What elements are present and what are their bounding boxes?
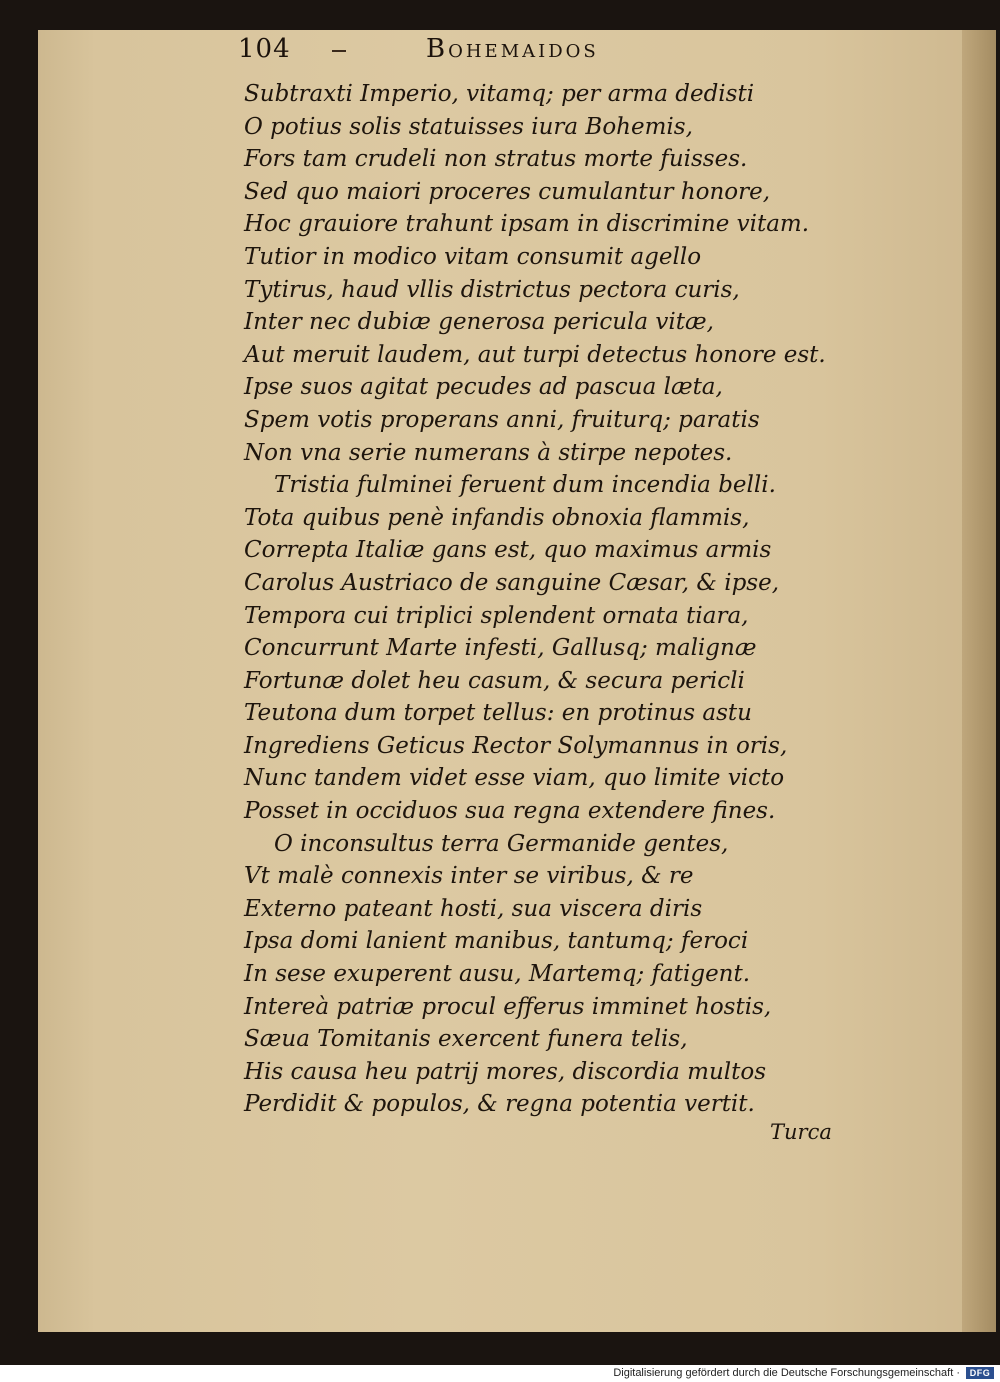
verse-line: Ingrediens Geticus Rector Solymannus in oris, <box>244 732 788 759</box>
verse-line: Sæua Tomitanis exercent funera telis, <box>244 1026 688 1053</box>
verse-line: Non vna serie numerans à stirpe nepotes. <box>244 439 733 466</box>
footer-bar <box>0 1365 1000 1382</box>
verse-line: Intereà patriæ procul efferus imminet hostis, <box>244 993 772 1020</box>
verse-line: Ipsa domi lanient manibus, tantumq; feroci <box>244 928 749 955</box>
verse-line: Teutona dum torpet tellus: en protinus astu <box>244 700 752 727</box>
catchword: Turca <box>770 1120 832 1144</box>
verse-line: Carolus Austriaco de sanguine Cæsar, & ipse, <box>244 569 780 596</box>
verse-line: Inter nec dubiæ generosa pericula vitæ, <box>244 309 714 336</box>
page-number: 104 <box>238 34 291 64</box>
running-head: Bohemaidos <box>426 34 599 64</box>
header-dash <box>332 50 346 52</box>
verse-line: Perdidit & populos, & regna potentia vertit. <box>244 1091 755 1118</box>
verse-line: Correpta Italiæ gans est, quo maximus armis <box>244 537 772 564</box>
verse-line: Tutior in modico vitam consumit agello <box>244 243 702 270</box>
verse-line: Concurrunt Marte infesti, Gallusq; malignæ <box>244 635 757 662</box>
verse-line: Hoc grauiore trahunt ipsam in discrimine vitam. <box>244 211 810 238</box>
verse-line: Fortunæ dolet heu casum, & secura pericli <box>244 667 745 694</box>
verse-line: Posset in occiduos sua regna extendere fines. <box>244 798 776 825</box>
verse-line: O inconsultus terra Germanide gentes, <box>274 830 729 857</box>
verse-line: Fors tam crudeli non stratus morte fuisses. <box>244 146 748 173</box>
funding-credit: Digitalisierung gefördert durch die Deutsche Forschungsgemeinschaft · <box>613 1367 960 1379</box>
verse-line: Tempora cui triplici splendent ornata tiara, <box>244 602 749 629</box>
verse-line: Spem votis properans anni, fruiturq; paratis <box>244 406 760 433</box>
verse-line: O potius solis statuisses iura Bohemis, <box>244 113 693 140</box>
verse-text <box>244 78 884 1121</box>
verse-line: Tristia fulminei feruent dum incendia belli. <box>274 472 776 499</box>
verse-line: Tota quibus penè infandis obnoxia flammis, <box>244 504 750 531</box>
verse-line: Sed quo maiori proceres cumulantur honore, <box>244 178 771 205</box>
verse-line: Nunc tandem videt esse viam, quo limite victo <box>244 765 785 792</box>
verse-line: Subtraxti Imperio, vitamq; per arma dedisti <box>244 81 755 107</box>
verse-line: Ipse suos agitat pecudes ad pascua læta, <box>244 374 723 401</box>
verse-line: His causa heu patrij mores, discordia multos <box>244 1058 767 1085</box>
verse-line: Tytirus, haud vllis districtus pectora curis, <box>244 276 740 303</box>
verse-line: Vt malè connexis inter se viribus, & re <box>244 863 694 890</box>
page-header <box>236 32 716 72</box>
verse-line: In sese exuperent ausu, Martemq; fatigent. <box>244 961 751 988</box>
verse-line: Externo pateant hosti, sua viscera diris <box>244 895 703 922</box>
verse-line: Aut meruit laudem, aut turpi detectus honore est. <box>244 341 826 368</box>
page-edge <box>962 30 996 1332</box>
dfg-logo: DFG <box>966 1367 994 1379</box>
